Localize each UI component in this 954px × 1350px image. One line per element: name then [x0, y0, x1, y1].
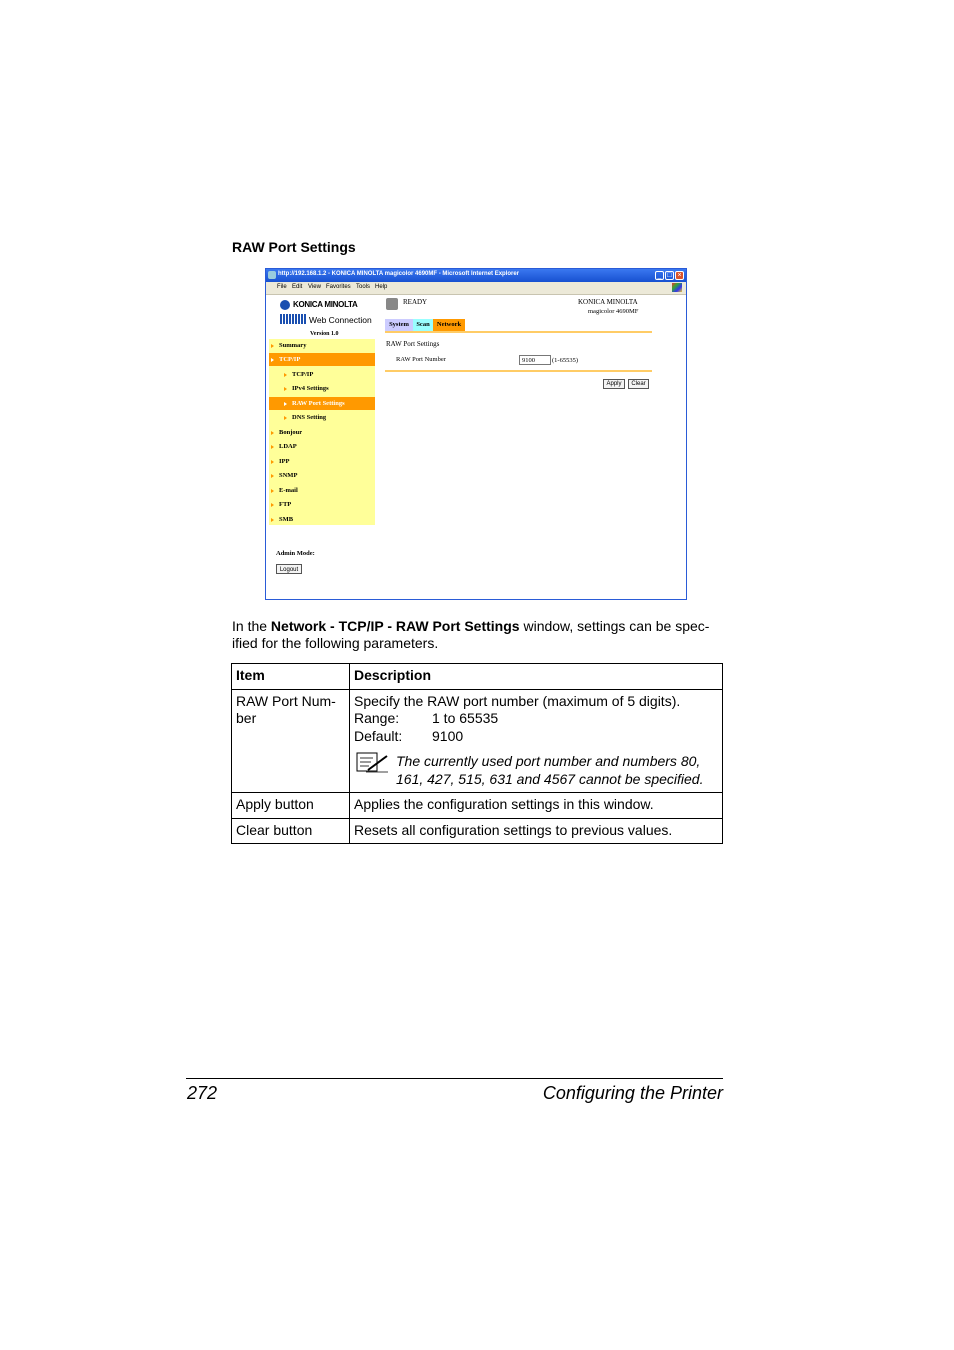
clear-button[interactable]: Clear — [628, 379, 649, 389]
apply-button[interactable]: Apply — [603, 379, 625, 389]
arrow-icon — [284, 373, 287, 377]
arrow-icon — [284, 387, 287, 391]
row2-description: Applies the configuration settings in this window. — [350, 793, 723, 819]
header-description: Description — [350, 664, 723, 690]
pagescope-icon — [280, 314, 306, 324]
close-icon[interactable]: × — [675, 271, 684, 280]
nav-tcpip[interactable]: TCP/IP — [269, 353, 375, 366]
note-pencil-icon — [356, 752, 390, 774]
arrow-icon — [271, 445, 274, 449]
table-row — [232, 793, 723, 819]
browser-menubar — [266, 282, 686, 295]
menu-tools[interactable]: Tools — [356, 284, 371, 290]
tab-scan[interactable]: Scan — [413, 319, 433, 331]
nav-raw-port-settings[interactable]: RAW Port Settings — [269, 397, 375, 410]
windows-logo-icon — [672, 283, 682, 292]
browser-title: http://192.168.1.2 - KONICA MINOLTA magicolor 4690MF - Microsoft Internet Explorer — [278, 271, 520, 277]
arrow-icon — [271, 474, 274, 478]
arrow-icon — [271, 503, 274, 507]
nav-ipp[interactable]: IPP — [269, 455, 375, 468]
printer-status: READY — [403, 298, 428, 306]
nav-summary[interactable]: Summary — [269, 339, 375, 352]
printer-icon — [386, 298, 398, 310]
brand-logo: KONICA MINOLTA — [293, 300, 358, 309]
logout-button[interactable]: Logout — [276, 564, 302, 574]
chapter-title: Configuring the Printer — [542, 1083, 723, 1103]
arrow-icon — [271, 431, 274, 435]
page-number: 272 — [187, 1083, 218, 1103]
header-item: Item — [232, 664, 350, 690]
web-connection-title: Web Connection — [309, 315, 372, 325]
tab-underline — [385, 331, 652, 333]
raw-port-label: RAW Port Number — [396, 356, 446, 363]
tab-network[interactable]: Network — [433, 319, 465, 331]
row2-item: Apply button — [232, 793, 350, 819]
nav-snmp[interactable]: SNMP — [269, 469, 375, 482]
tab-system[interactable]: System — [385, 319, 413, 331]
brand-name: KONICA MINOLTA — [578, 298, 638, 306]
intro-paragraph: In the Network - TCP/IP - RAW Port Settings window, settings can be spec-ified for the following parameters. — [232, 618, 710, 651]
row1-item: RAW Port Num-ber — [232, 689, 350, 793]
arrow-icon — [271, 344, 274, 348]
ie-icon — [268, 271, 276, 279]
note-text: The currently used port number and numbers 80, 161, 427, 515, 631 and 4567 cannot be specified. — [396, 753, 704, 787]
menu-favorites[interactable]: Favorites — [326, 284, 351, 290]
arrow-icon — [271, 460, 274, 464]
arrow-icon — [271, 358, 274, 362]
row3-item: Clear button — [232, 818, 350, 844]
table-row — [232, 818, 723, 844]
admin-mode-label: Admin Mode: — [276, 550, 315, 557]
raw-port-range: (1-65535) — [552, 357, 578, 364]
table-header-row — [232, 664, 723, 690]
raw-port-input[interactable]: 9100 — [519, 355, 551, 365]
maximize-icon[interactable]: □ — [665, 271, 674, 280]
nav-ldap[interactable]: LDAP — [269, 440, 375, 453]
browser-screenshot — [265, 268, 687, 600]
nav-email[interactable]: E-mail — [269, 484, 375, 497]
nav-ftp[interactable]: FTP — [269, 498, 375, 511]
table-row — [232, 689, 723, 793]
footer-rule — [186, 1078, 723, 1079]
row1-description: Specify the RAW port number (maximum of 5 digits). Range: 1 to 65535 Default: 9100 The currently used port number and numbers 80, 161, 427, 515, 631 and 4567 cannot be specified. — [350, 689, 723, 793]
section-title: RAW Port Settings — [232, 239, 356, 255]
default-key: Default: — [354, 727, 403, 744]
panel-title: RAW Port Settings — [386, 340, 440, 348]
menu-view[interactable]: View — [308, 284, 321, 290]
arrow-icon — [271, 518, 274, 522]
arrow-icon — [284, 402, 287, 406]
parameter-table — [231, 663, 723, 844]
menu-edit[interactable]: Edit — [292, 284, 303, 290]
range-key: Range: — [354, 710, 400, 726]
nav-dns-setting[interactable]: DNS Setting — [269, 411, 375, 424]
konica-logo-icon — [280, 300, 290, 310]
version-label: Version 1.0 — [310, 331, 339, 337]
browser-titlebar — [266, 269, 686, 282]
note-block — [354, 752, 718, 788]
nav-bonjour[interactable]: Bonjour — [269, 426, 375, 439]
intro-bold-path: Network - TCP/IP - RAW Port Settings — [270, 618, 520, 634]
nav-smb[interactable]: SMB — [269, 513, 375, 526]
default-value: 9100 — [432, 727, 464, 744]
arrow-icon — [284, 416, 287, 420]
nav-tcpip-sub[interactable]: TCP/IP — [269, 368, 375, 381]
minimize-icon[interactable]: _ — [655, 271, 664, 280]
model-name: magicolor 4690MF — [588, 308, 639, 315]
range-value: 1 to 65535 — [432, 710, 499, 726]
sidebar-nav — [269, 339, 375, 525]
nav-ipv4-settings[interactable]: IPv4 Settings — [269, 382, 375, 395]
menu-help[interactable]: Help — [375, 284, 388, 290]
form-divider — [385, 370, 652, 372]
row3-description: Resets all configuration settings to previous values. — [350, 818, 723, 844]
arrow-icon — [271, 489, 274, 493]
menu-file[interactable]: File — [277, 284, 287, 290]
